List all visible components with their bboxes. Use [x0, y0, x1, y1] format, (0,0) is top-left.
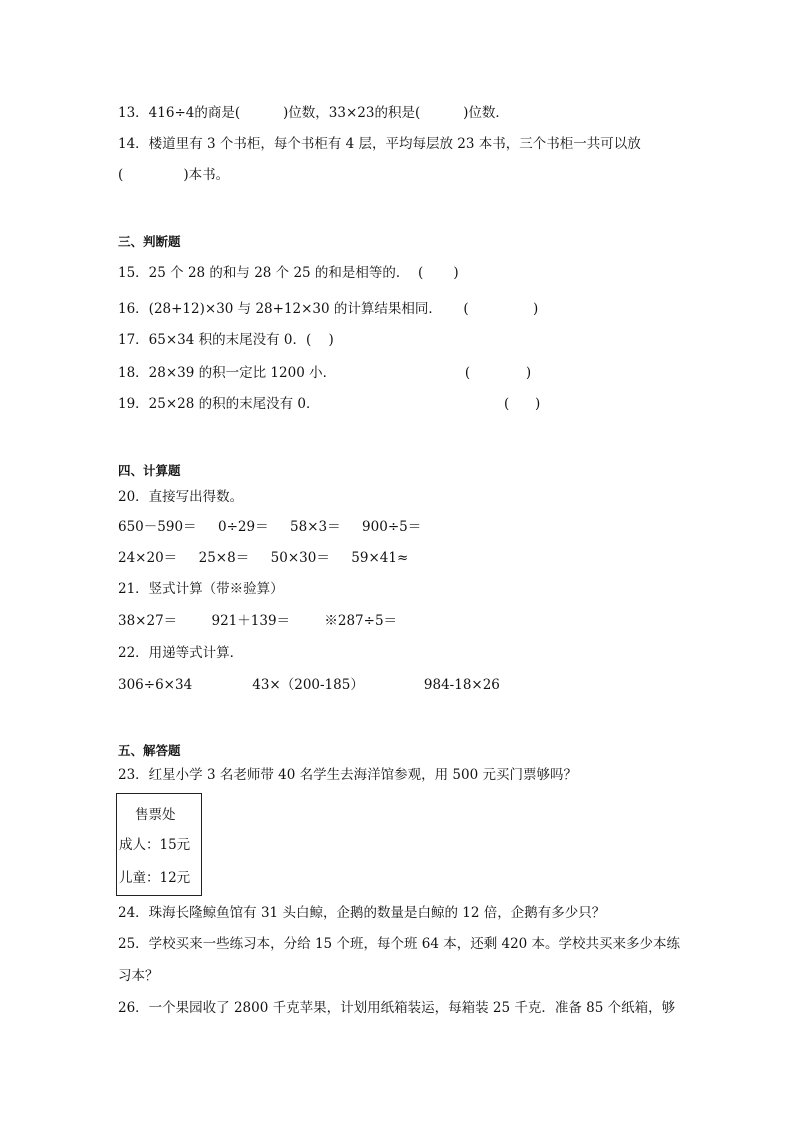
- ticket-price-child: 儿童：12元: [119, 870, 191, 886]
- question-20-row-2: 24×20＝ 25×8＝ 50×30＝ 59×41≈: [118, 550, 409, 566]
- question-22: 22．用递等式计算．: [118, 645, 244, 661]
- question-20: 20．直接写出得数。: [118, 489, 244, 505]
- question-13: 13．416÷4的商是( )位数，33×23的积是( )位数．: [118, 105, 509, 121]
- question-21-row: 38×27＝ 921＋139＝ ※287÷5＝: [118, 613, 398, 629]
- question-19: 19．25×28 的积的末尾没有 0． ( ): [118, 396, 541, 412]
- question-24: 24．珠海长隆鲸鱼馆有 31 头白鲸，企鹅的数量是白鲸的 12 倍，企鹅有多少只？: [118, 905, 606, 921]
- question-23: 23．红星小学 3 名老师带 40 名学生去海洋馆参观，用 500 元买门票够吗？: [118, 767, 577, 783]
- question-15: 15．25 个 28 的和与 28 个 25 的和是相等的． ( ): [118, 265, 459, 281]
- question-14-line-2: ( )本书。: [118, 167, 230, 183]
- question-18: 18．28×39 的积一定比 1200 小． ( ): [118, 365, 532, 381]
- question-26: 26．一个果园收了 2800 千克苹果，计划用纸箱装运，每箱装 25 千克．准备 85 个纸箱，够: [118, 1000, 676, 1016]
- section-4-heading: 四、计算题: [118, 463, 181, 478]
- section-3-heading: 三、判断题: [118, 234, 181, 249]
- ticket-office-box: [116, 793, 202, 896]
- section-5-heading: 五、解答题: [118, 743, 181, 758]
- question-16: 16．(28+12)×30 与 28+12×30 的计算结果相同． ( ): [118, 301, 539, 317]
- question-22-row: 306÷6×34 43×（200-185） 984-18×26: [118, 677, 500, 693]
- ticket-price-adult: 成人：15元: [119, 837, 191, 853]
- question-14-line-1: 14．楼道里有 3 个书柜，每个书柜有 4 层，平均每层放 23 本书，三个书柜一共可以放: [118, 136, 641, 152]
- question-25-line-2: 习本？: [118, 968, 159, 984]
- question-20-row-1: 650－590＝ 0÷29＝ 58×3＝ 900÷5＝: [118, 519, 422, 535]
- ticket-office-title: 售票处: [135, 807, 176, 823]
- question-21: 21．竖式计算（带※验算）: [118, 581, 284, 597]
- question-17: 17．65×34 积的末尾没有 0．( ): [118, 332, 334, 348]
- question-25-line-1: 25．学校买来一些练习本，分给 15 个班，每个班 64 本，还剩 420 本。学校共买来多少本练: [118, 936, 681, 952]
